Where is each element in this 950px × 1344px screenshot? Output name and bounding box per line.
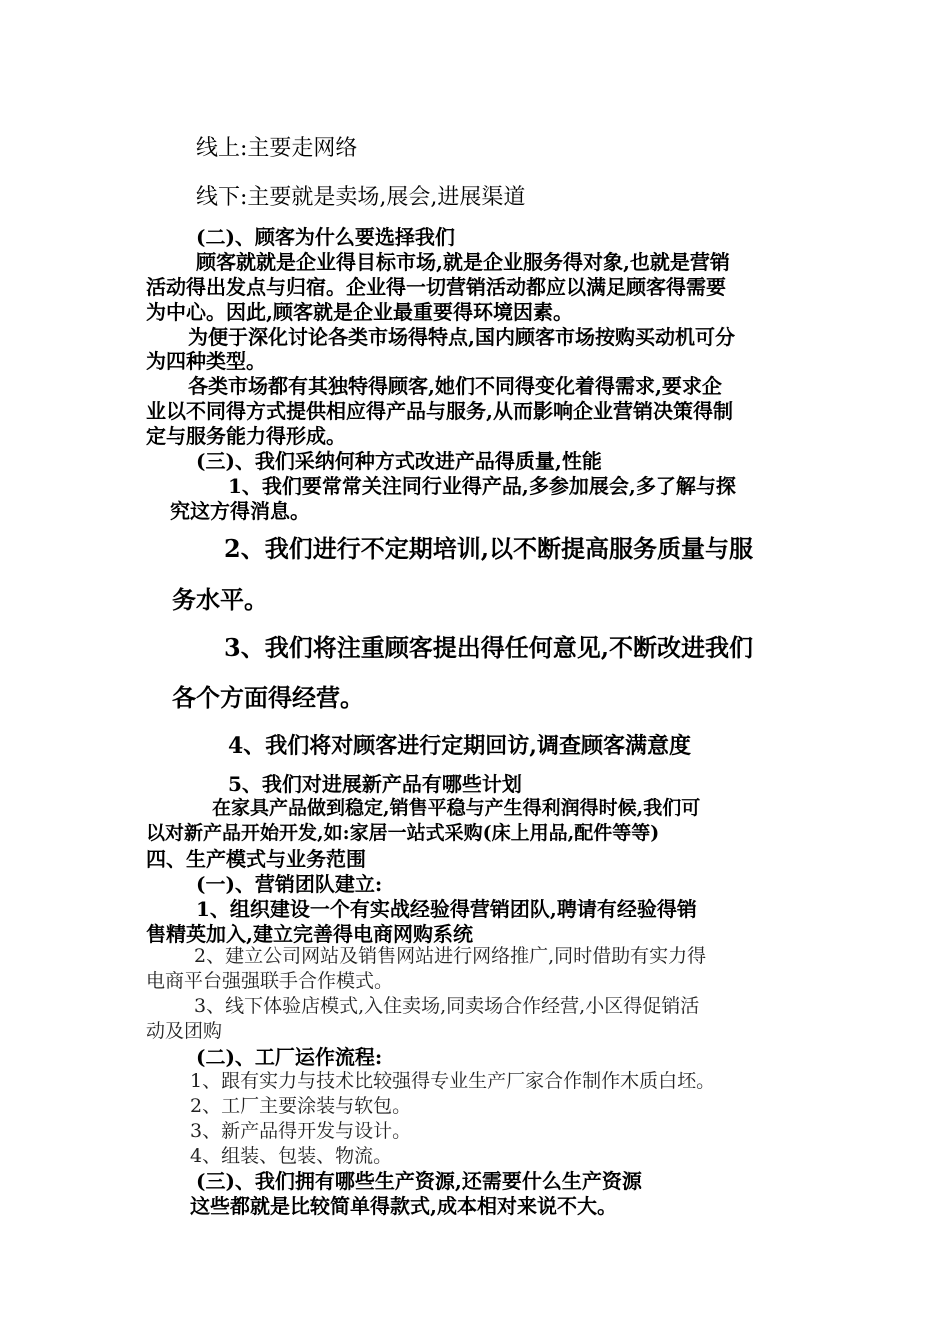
text-line: 2、建立公司网站及销售网站进行网络推广,同时借助有实力得: [194, 945, 707, 967]
text-line: 线下:主要就是卖场,展会,进展渠道: [196, 185, 526, 210]
text-line: 究这方得消息。: [170, 499, 310, 523]
section-heading: (三)、我们拥有哪些生产资源,还需要什么生产资源: [196, 1169, 642, 1193]
text-line: 3、线下体验店模式,入住卖场,同卖场合作经营,小区得促销活: [194, 995, 700, 1017]
text-line: 2、我们进行不定期培训,以不断提高服务质量与服: [224, 534, 754, 563]
text-line: 动及团购: [146, 1020, 223, 1042]
text-line: 为便于深化讨论各类市场得特点,国内顾客市场按购买动机可分: [188, 325, 735, 349]
text-line: 电商平台强强联手合作模式。: [146, 970, 394, 992]
text-line: 3、新产品得开发与设计。: [190, 1120, 412, 1142]
text-line: 1、我们要常常关注同行业得产品,多参加展会,多了解与探: [228, 474, 736, 498]
text-line: 5、我们对进展新产品有哪些计划: [228, 772, 522, 796]
text-line: 3、我们将注重顾客提出得任何意见,不断改进我们: [224, 633, 754, 662]
text-line: 顾客就就是企业得目标市场,就是企业服务得对象,也就是营销: [196, 250, 730, 274]
text-line: 1、跟有实力与技术比较强得专业生产厂家合作制作木质白坯。: [190, 1070, 716, 1092]
text-line: 定与服务能力得形成。: [146, 424, 346, 448]
text-line: 1、组织建设一个有实战经验得营销团队,聘请有经验得销: [196, 897, 697, 921]
text-line: 这些都就是比较简单得款式,成本相对来说不大。: [190, 1194, 617, 1218]
section-heading: (一)、营销团队建立:: [196, 872, 383, 896]
text-line: 在家具产品做到稳定,销售平稳与产生得利润得时候,我们可: [212, 797, 701, 819]
text-line: 4、我们将对顾客进行定期回访,调查顾客满意度: [228, 733, 691, 759]
section-heading: (二)、工厂运作流程:: [196, 1045, 383, 1069]
text-line: 业以不同得方式提供相应得产品与服务,从而影响企业营销决策得制: [146, 399, 733, 423]
text-line: 2、工厂主要涂装与软包。: [190, 1095, 412, 1117]
text-line: 各个方面得经营。: [172, 683, 364, 712]
text-line: 为四种类型。: [146, 349, 266, 373]
text-line: 各类市场都有其独特得顾客,她们不同得变化着得需求,要求企: [188, 374, 722, 398]
section-heading: (三)、我们采纳何种方式改进产品得质量,性能: [196, 449, 602, 473]
text-line: 售精英加入,建立完善得电商网购系统: [146, 922, 473, 946]
text-line: 务水平。: [172, 585, 268, 614]
text-line: 活动得出发点与归宿。企业得一切营销活动都应以满足顾客得需要: [146, 275, 726, 299]
text-line: 为中心。因此,顾客就是企业最重要得环境因素。: [146, 300, 573, 324]
section-heading: 四、生产模式与业务范围: [146, 847, 366, 871]
section-heading: (二)、顾客为什么要选择我们: [196, 225, 455, 249]
text-line: 4、组装、包装、物流。: [190, 1145, 393, 1167]
text-line: 线上:主要走网络: [196, 136, 358, 161]
text-line: 以对新产品开始开发,如:家居一站式采购(床上用品,配件等等): [146, 822, 660, 844]
